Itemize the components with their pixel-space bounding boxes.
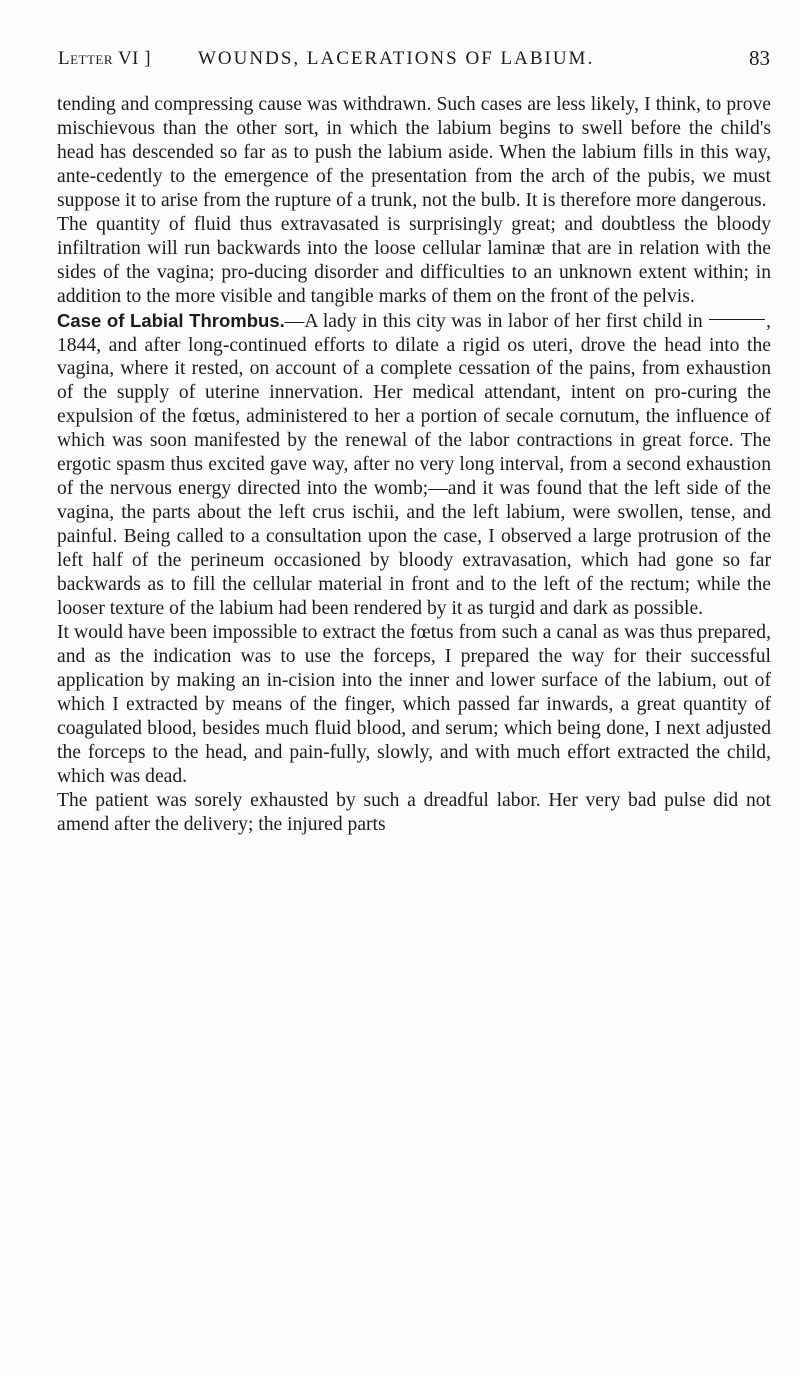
paragraph-3 — [57, 309, 771, 621]
chapter-label: Letter VI ] — [58, 48, 152, 69]
paragraph-3-part-b: , 1844, and after long-continued efforts to dilate a rigid os uteri, drove the head into the vagina, where it rested, on account of a complete cessation of the pains, from exhaustion of the supply of uterine innervation. Her medical attendant, intent on pro-curing the expulsion of the fœtus, administered to her a portion of secale cornutum, the influence of which was soon manifested by the renewal of the labor contractions in great force. The ergotic spasm thus excited gave way, after no very long interval, from a second exhaustion of the nervous energy directed into the womb;—and it was found that the left side of the vagina, the parts about the left crus ischii, and the left labium, were swollen, tense, and painful. Being called to a consultation upon the case, I observed a large protrusion of the left half of the perineum occasioned by bloody extravasation, which had gone so far backwards as to fill the cellular material in front and to the left of the rectum; while the looser texture of the labium had been rendered by it as turgid and dark as possible. — [57, 310, 771, 620]
paragraph-4: It would have been impossible to extract the fœtus from such a canal as was thus prepared, and as the indication was to use the forceps, I prepared the way for their successful application by making an in-cision into the inner and lower surface of the labium, out of which I extracted by means of the finger, which passed far inwards, a great quantity of coagulated blood, besides much fluid blood, and serum; which being done, I next adjusted the forceps to the head, and pain-fully, slowly, and with much effort extracted the child, which was dead. — [57, 621, 771, 787]
paragraph-2: The quantity of fluid thus extravasated is surprisingly great; and doubtless the bloody infiltration will run backwards into the loose cellular laminæ that are in relation with the sides of the vagina; pro-ducing disorder and difficulties to an unknown extent within; in addition to the more visible and tangible marks of them on the front of the pelvis. — [57, 213, 771, 307]
paragraph-5: The patient was sorely exhausted by such a dreadful labor. Her very bad pulse did not amend after the delivery; the injured parts — [57, 789, 771, 835]
page-number: 83 — [749, 46, 770, 70]
case-heading: Case of Labial Thrombus. — [57, 309, 285, 331]
paragraph-1: tending and compressing cause was withdrawn. Such cases are less likely, I think, to prove mischievous than the other sort, in which the labium begins to swell before the child's head has descended so far as to push the labium aside. When the labium fills in this way, ante-cedently to the emergence of the presentation from the arch of the pubis, we must suppose it to arise from the rupture of a trunk, not the bulb. It is therefore more dangerous. — [57, 94, 771, 211]
paragraph-3-part-a: —A lady in this city was in labor of her first child in — [284, 310, 703, 332]
running-head — [58, 44, 770, 78]
page-title: WOUNDS, LACERATIONS OF LABIUM. — [198, 48, 595, 69]
redacted-date-blank — [709, 319, 765, 320]
body-text — [57, 93, 771, 837]
